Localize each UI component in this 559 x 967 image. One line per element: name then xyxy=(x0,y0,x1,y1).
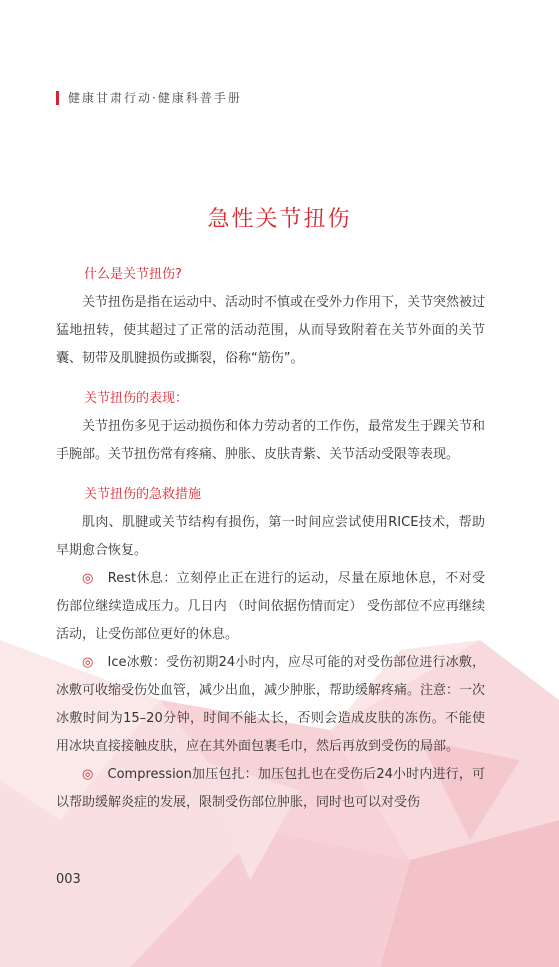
page-title: 急性关节扭伤 xyxy=(207,207,352,232)
section-heading-what: 什么是关节扭伤? xyxy=(84,267,182,282)
list-item-ice xyxy=(56,649,485,761)
paragraph-definition: 关节扭伤是指在运动中、活动时不慎或在受外力作用下，关节突然被过猛地扭转，使其超过了正常的活动范围，从而导致附着在关节外面的关节囊、韧带及肌腱损伤或撕裂，俗称“筋伤”。 xyxy=(56,295,486,366)
list-item-rest xyxy=(56,565,485,649)
list-item-text: Ice冰敷：受伤初期24小时内，应尽可能的对受伤部位进行冰敷，冰敷可收缩受伤处血管，减少出血，减少肿胀，帮助缓解疼痛。注意：一次冰敷时间为15–20分钟，时间不能太长，否则会造成皮肤的冻伤。不能使用冰块直接接触皮肤，应在其外面包裹毛巾，然后再放到受伤的局部。 xyxy=(56,655,486,754)
bullet-circle-icon: ◎ xyxy=(82,571,94,586)
header-accent-bar xyxy=(56,91,59,105)
list-item-compression xyxy=(56,761,485,817)
bullet-circle-icon: ◎ xyxy=(82,655,94,670)
list-item-text: Compression加压包扎：加压包扎也在受伤后24小时内进行，可以帮助缓解炎症的发展，限制受伤部位肿胀，同时也可以对受伤 xyxy=(56,767,485,810)
section-heading-symptoms: 关节扭伤的表现： xyxy=(84,391,189,406)
paragraph-rice-intro: 肌肉、肌腱或关节结构有损伤，第一时间应尝试使用RICE技术，帮助早期愈合恢复。 xyxy=(56,515,485,558)
paragraph-symptoms: 关节扭伤多见于运动损伤和体力劳动者的工作伤，最常发生于踝关节和手腕部。关节扭伤常有疼痛、肿胀、皮肤青紫、关节活动受限等表现。 xyxy=(56,419,486,462)
page-number: 003 xyxy=(56,872,81,887)
running-header: 健康甘肃行动·健康科普手册 xyxy=(68,91,242,105)
bullet-circle-icon: ◎ xyxy=(82,767,94,782)
section-heading-first-aid: 关节扭伤的急救措施 xyxy=(84,487,202,502)
list-item-text: Rest休息：立刻停止正在进行的运动，尽量在原地休息，不对受伤部位继续造成压力。几日内 （时间依据伤情而定） 受伤部位不应再继续活动，让受伤部位更好的休息。 xyxy=(56,571,485,642)
article-body xyxy=(56,261,485,817)
